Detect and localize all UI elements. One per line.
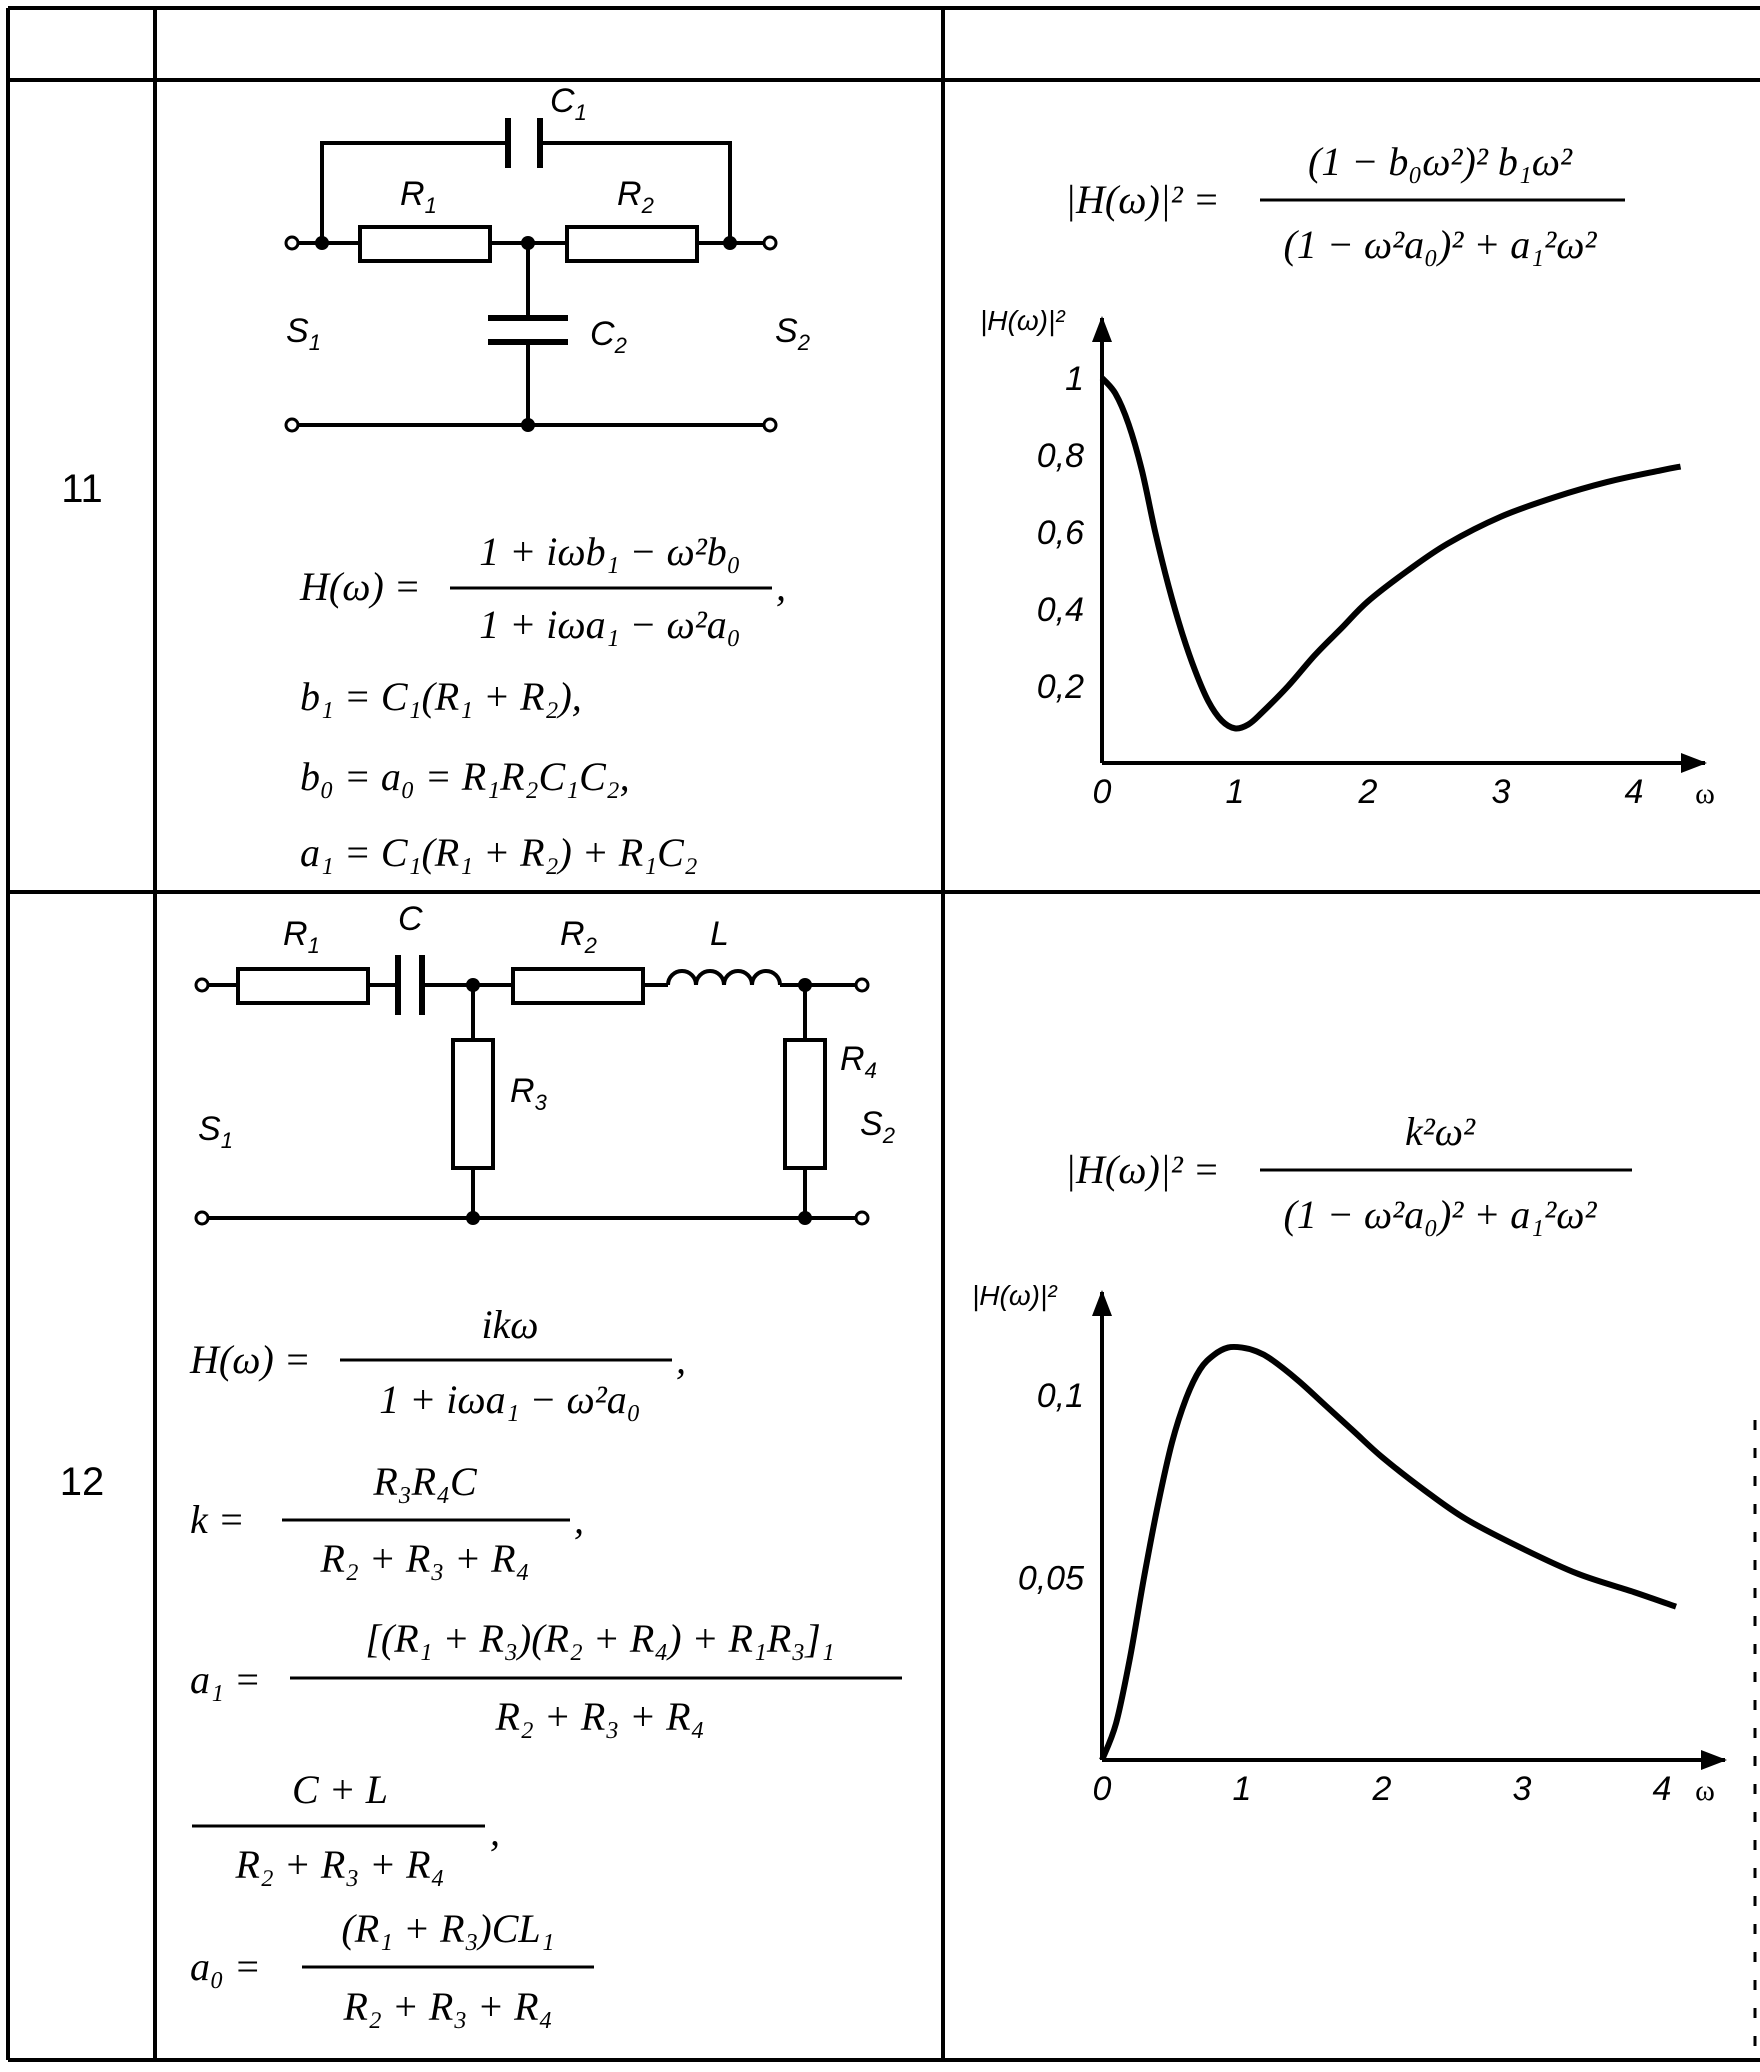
y-tick-label: 0,8 [1036,437,1084,475]
y-tick-label: 1 [1065,360,1084,398]
svg-text:a₁ = C₁(R₁ + R₂) + R₁C₂: a₁ = C₁(R₁ + R₂) + R₁C₂ [300,830,698,875]
row-number-12: 12 [59,1460,105,1504]
svg-text:k =: k = [190,1497,245,1542]
x-axis-label: ω [1695,1774,1715,1807]
svg-text:H(ω) =: H(ω) = [300,564,421,609]
svg-text:R4: $R_4$ [840,1040,877,1083]
y-axis-arrow [1092,316,1112,342]
svg-text:C + L: C + L [292,1767,388,1812]
x-axis-label: ω [1695,777,1715,810]
frequency-response-chart-12 [972,1280,1727,1808]
formula-block-12 [189,1302,902,2029]
svg-text:R1: $R_1$ [400,175,437,218]
svg-text:R2: $R_2$ [560,915,597,958]
resistor-r2 [567,227,697,261]
svg-text:H(ω) =: H(ω) = [190,1337,311,1382]
x-tick-label: 2 [1372,1770,1392,1808]
y-axis-label: |H(ω)|² [980,305,1065,336]
table-grid [8,8,1760,2060]
svg-text:C2: $C_2$ [590,315,627,358]
svg-text:R₂ + R₃ + R₄: R₂ + R₃ + R₄ [320,1536,530,1581]
svg-text:R₂ + R₃ + R₄: R₂ + R₃ + R₄ [343,1984,553,2029]
svg-text:(1 − b₀ω²)² b₁ω²: (1 − b₀ω²)² b₁ω² [1308,139,1572,184]
svg-text:a₁ =: a₁ = [190,1657,261,1702]
svg-text:S1: $S_1$ [286,312,321,355]
y-tick-label: 0,4 [1036,591,1084,629]
svg-text:1 + iωa₁ − ω²a₀: 1 + iωa₁ − ω²a₀ [379,1377,641,1422]
frequency-response-chart-11 [980,305,1715,811]
x-tick-label: 4 [1624,773,1644,811]
row-number-11: 11 [61,467,103,511]
x-tick-label: 0 [1092,1770,1112,1808]
circuit-nodes-11 [286,236,776,432]
x-tick-label: 3 [1512,1770,1532,1808]
svg-text:R1: $R_1$ [283,915,320,958]
svg-text:C: C [398,900,423,938]
svg-text:S2: $S_2$ [775,312,810,355]
resistor-r1 [360,227,490,261]
x-tick-label: 1 [1232,1770,1252,1808]
svg-text:a₀ =: a₀ = [190,1944,261,1989]
svg-text:R₂ + R₃ + R₄: R₂ + R₃ + R₄ [495,1694,705,1739]
svg-text:R3: $R_3$ [510,1072,547,1115]
formula-block-11 [299,529,786,875]
svg-text:k²ω²: k²ω² [1405,1109,1475,1154]
svg-text:R₃R₄C: R₃R₄C [373,1459,477,1504]
svg-text:,: , [776,564,786,609]
resistor-r2 [513,969,643,1003]
svg-text:R₂ + R₃ + R₄: R₂ + R₃ + R₄ [235,1842,445,1887]
svg-text:[(R₁ + R₃)(R₂ + R₄) + R₁R₃]₁: [(R₁ + R₃)(R₂ + R₄) + R₁R₃]₁ [365,1616,835,1661]
resistor-r1 [238,969,368,1003]
x-axis-arrow [1701,1750,1727,1770]
y-tick-label: 0,6 [1036,514,1084,552]
svg-text:,: , [574,1497,584,1542]
svg-text:(R₁ + R₃)CL₁: (R₁ + R₃)CL₁ [341,1906,555,1951]
svg-text:(1 − ω²a₀)² + a₁²ω²: (1 − ω²a₀)² + a₁²ω² [1283,1192,1597,1237]
resistor-r3 [453,1040,493,1168]
x-tick-label: 3 [1491,773,1511,811]
svg-text:1 + iωb₁ − ω²b₀: 1 + iωb₁ − ω²b₀ [479,529,741,574]
x-tick-label: 2 [1358,773,1378,811]
y-axis-label: |H(ω)|² [972,1280,1057,1311]
svg-text:|H(ω)|² =: |H(ω)|² = [1065,177,1220,222]
svg-text:|H(ω)|² =: |H(ω)|² = [1065,1147,1220,1192]
svg-text:R2: $R_2$ [617,175,654,218]
y-tick-label: 0,2 [1036,668,1084,706]
circuit-diagram-11 [292,118,770,425]
response-formula-12 [1065,1109,1632,1237]
svg-text:,: , [676,1337,686,1382]
response-formula-11 [1065,139,1625,267]
x-tick-label: 4 [1652,1770,1672,1808]
svg-text:b₁ = C₁(R₁ + R₂),: b₁ = C₁(R₁ + R₂), [300,674,582,719]
resistor-r4 [785,1040,825,1168]
svg-text:b₀ = a₀ = R₁R₂C₁C₂,: b₀ = a₀ = R₁R₂C₁C₂, [300,754,630,799]
response-curve [1102,378,1681,728]
x-tick-label: 1 [1225,773,1245,811]
svg-text:,: , [490,1809,500,1854]
x-axis-arrow [1681,753,1707,773]
y-tick-label: 0,1 [1036,1377,1084,1415]
svg-text:ikω: ikω [481,1302,539,1347]
svg-text:C1: $C_1$ [550,82,587,125]
svg-text:S2: $S_2$ [860,1105,895,1148]
inductor-l [668,971,780,985]
x-tick-label: 0 [1092,773,1112,811]
svg-text:S1: $S_1$ [198,1110,233,1153]
response-curve [1102,1347,1676,1760]
svg-text:L: L [710,915,729,953]
svg-text:(1 − ω²a₀)² + a₁²ω²: (1 − ω²a₀)² + a₁²ω² [1283,222,1597,267]
y-tick-label: 0,05 [1017,1559,1084,1598]
y-axis-arrow [1092,1290,1112,1316]
svg-text:1 + iωa₁ − ω²a₀: 1 + iωa₁ − ω²a₀ [479,602,741,647]
circuit-labels-12 [198,900,895,1153]
